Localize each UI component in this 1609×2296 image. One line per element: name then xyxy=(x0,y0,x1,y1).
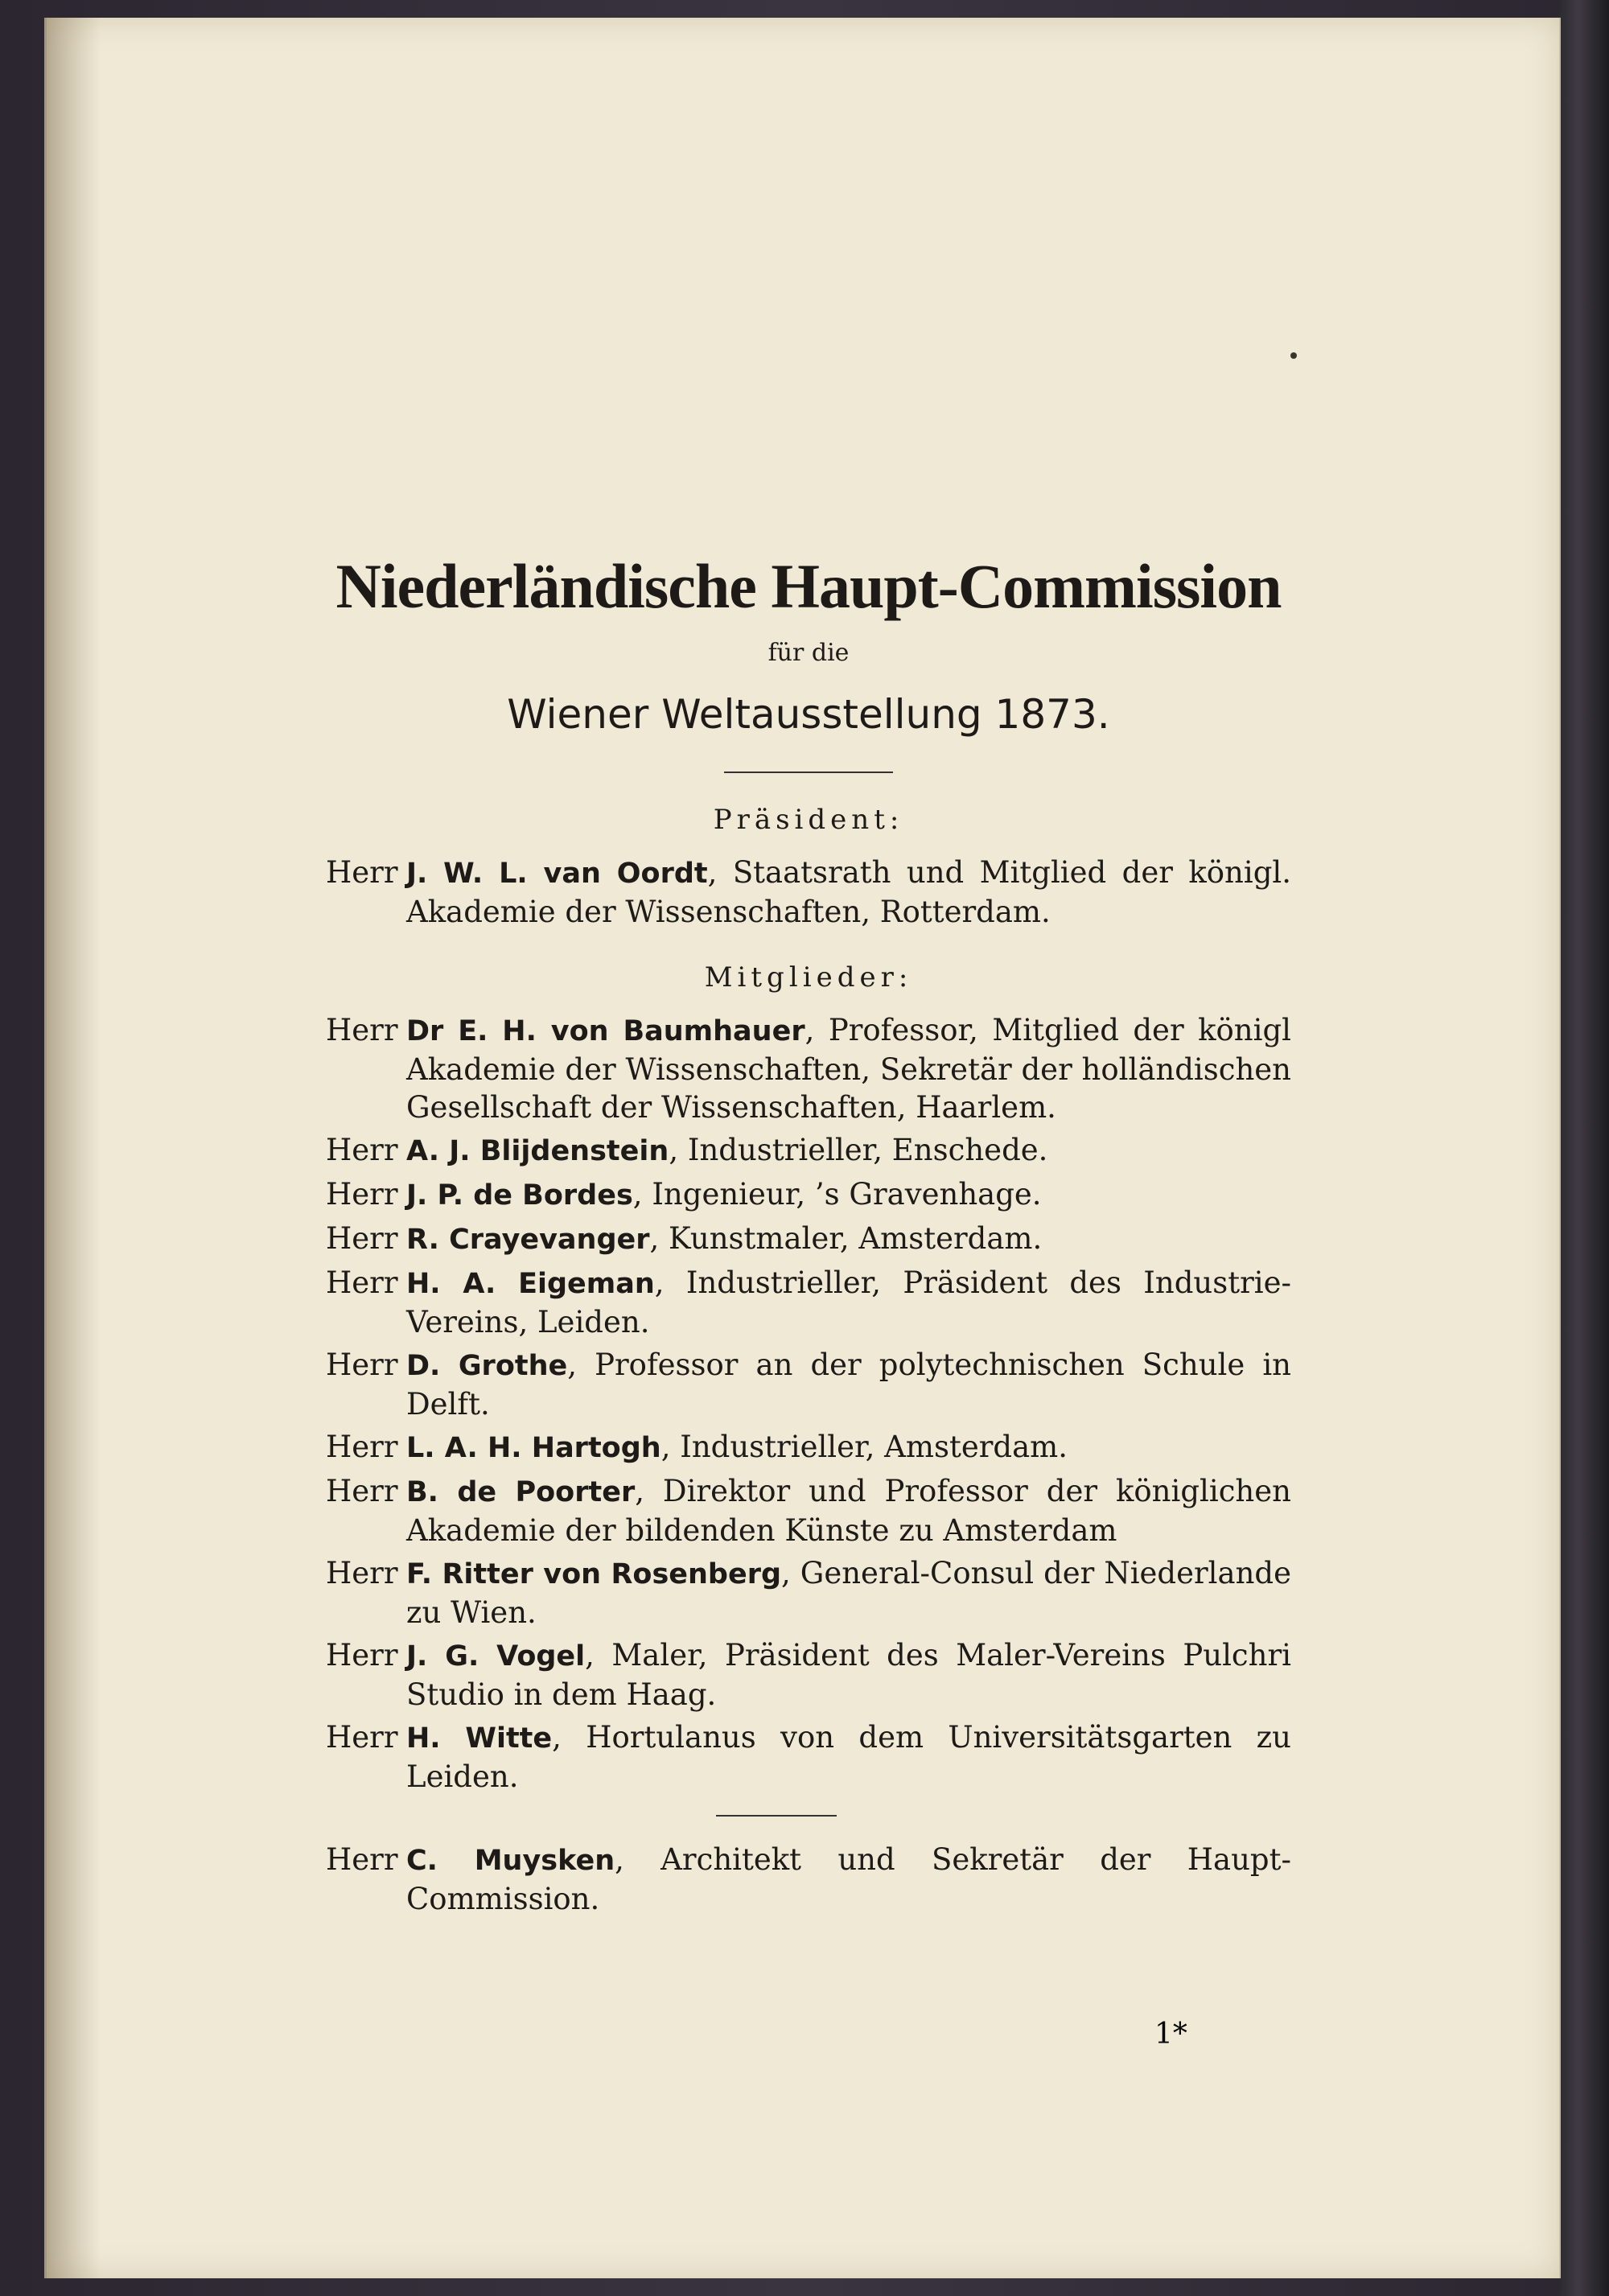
person-description: , Industrieller, Präsident des Industrie-Vereins, Leiden. xyxy=(406,1265,1291,1339)
member-entry xyxy=(326,1011,1291,1126)
entry-text xyxy=(406,1220,1291,1259)
entry-text xyxy=(406,1011,1291,1126)
president-entry xyxy=(326,854,1291,931)
person-name: C. Muysken xyxy=(406,1845,615,1877)
person-description: , Direktor und Professor der königlichen Akademie der bildenden Künste zu Amsterdam xyxy=(406,1474,1291,1548)
person-name: Dr E. H. von Baumhauer xyxy=(406,1015,805,1047)
salutation: Herr xyxy=(326,1265,398,1300)
entry-text xyxy=(406,1346,1291,1423)
page-content xyxy=(326,551,1292,1923)
entry-text xyxy=(406,854,1291,931)
person-name: B. de Poorter xyxy=(406,1476,636,1508)
person-description: , Hortulanus von dem Universitätsgarten zu Leiden. xyxy=(406,1720,1292,1794)
salutation: Herr xyxy=(326,1474,398,1508)
entry-text xyxy=(406,1472,1291,1549)
person-description: , Maler, Präsident des Maler-Vereins Pulchri Studio in dem Haag. xyxy=(406,1638,1291,1712)
person-name: F. Ritter von Rosenberg xyxy=(406,1558,782,1590)
members-label: Mitglieder: xyxy=(704,961,913,994)
person-name: R. Crayevanger xyxy=(406,1224,650,1256)
salutation: Herr xyxy=(326,1177,398,1212)
ink-speck xyxy=(1290,352,1297,359)
person-name: J. W. L. van Oordt xyxy=(406,858,708,890)
person-name: H. A. Eigeman xyxy=(406,1268,655,1300)
salutation: Herr xyxy=(326,1720,398,1755)
page-gutter-shadow xyxy=(44,18,101,2278)
salutation: Herr xyxy=(326,1842,398,1877)
member-entry xyxy=(326,1554,1291,1631)
member-entry xyxy=(326,1264,1291,1341)
person-name: H. Witte xyxy=(406,1722,553,1755)
entry-text xyxy=(406,1554,1291,1631)
entry-text xyxy=(406,1264,1291,1341)
member-entry xyxy=(326,1472,1291,1549)
entry-text xyxy=(406,1428,1291,1467)
member-entry xyxy=(326,1346,1291,1423)
member-entry xyxy=(326,1220,1291,1259)
book-binding-edge xyxy=(1558,0,1609,2296)
salutation: Herr xyxy=(326,1638,398,1673)
member-entry xyxy=(326,1428,1291,1467)
salutation: Herr xyxy=(326,1430,398,1464)
salutation: Herr xyxy=(326,855,398,890)
president-label: Präsident: xyxy=(713,804,904,836)
person-description: , Staatsrath und Mitglied der königl. Akademie der Wissenschaften, Rotterdam. xyxy=(406,855,1291,929)
person-description: , Professor an der polytechnischen Schule in Delft. xyxy=(406,1348,1291,1422)
entry-text xyxy=(406,1718,1291,1796)
person-name: L. A. H. Hartogh xyxy=(406,1432,661,1464)
member-entry xyxy=(326,1131,1291,1171)
title-divider xyxy=(724,772,893,773)
member-entry xyxy=(326,1718,1291,1796)
person-description: , Professor, Mitglied der königl Akademie der Wissenschaften, Sekretär der holländischen Gesellschaft der Wissenschaften, Haarlem. xyxy=(406,1013,1291,1125)
salutation: Herr xyxy=(326,1556,398,1590)
person-description: , Kunstmaler, Amsterdam. xyxy=(649,1221,1043,1256)
secretary-entry xyxy=(326,1841,1291,1918)
person-description: , Ingenieur, ’s Gravenhage. xyxy=(632,1177,1042,1212)
entry-text xyxy=(406,1175,1291,1215)
person-name: J. P. de Bordes xyxy=(406,1179,633,1212)
salutation: Herr xyxy=(326,1221,398,1256)
person-name: D. Grothe xyxy=(406,1350,568,1382)
person-description: , Industrieller, Enschede. xyxy=(669,1133,1048,1167)
person-name: A. J. Blijdenstein xyxy=(406,1135,669,1167)
secretary-divider xyxy=(716,1815,837,1817)
member-entry xyxy=(326,1636,1291,1714)
salutation: Herr xyxy=(326,1013,398,1047)
entry-text xyxy=(406,1131,1291,1171)
person-description: , General-Consul der Niederlande zu Wien. xyxy=(406,1556,1291,1630)
page-title: Niederländische Haupt-Commission xyxy=(335,551,1282,621)
salutation: Herr xyxy=(326,1133,398,1167)
salutation: Herr xyxy=(326,1348,398,1382)
person-description: , Industrieller, Amsterdam. xyxy=(660,1430,1068,1464)
page-number: 1* xyxy=(1154,2018,1187,2051)
exhibition-title: Wiener Weltausstellung 1873. xyxy=(507,691,1110,738)
title-connector: für die xyxy=(767,639,850,667)
person-name: J. G. Vogel xyxy=(406,1640,586,1673)
member-entry xyxy=(326,1175,1291,1215)
person-description: , Architekt und Sekretär der Haupt-Commission. xyxy=(406,1842,1291,1916)
entry-text xyxy=(406,1841,1291,1918)
entry-text xyxy=(406,1636,1291,1714)
